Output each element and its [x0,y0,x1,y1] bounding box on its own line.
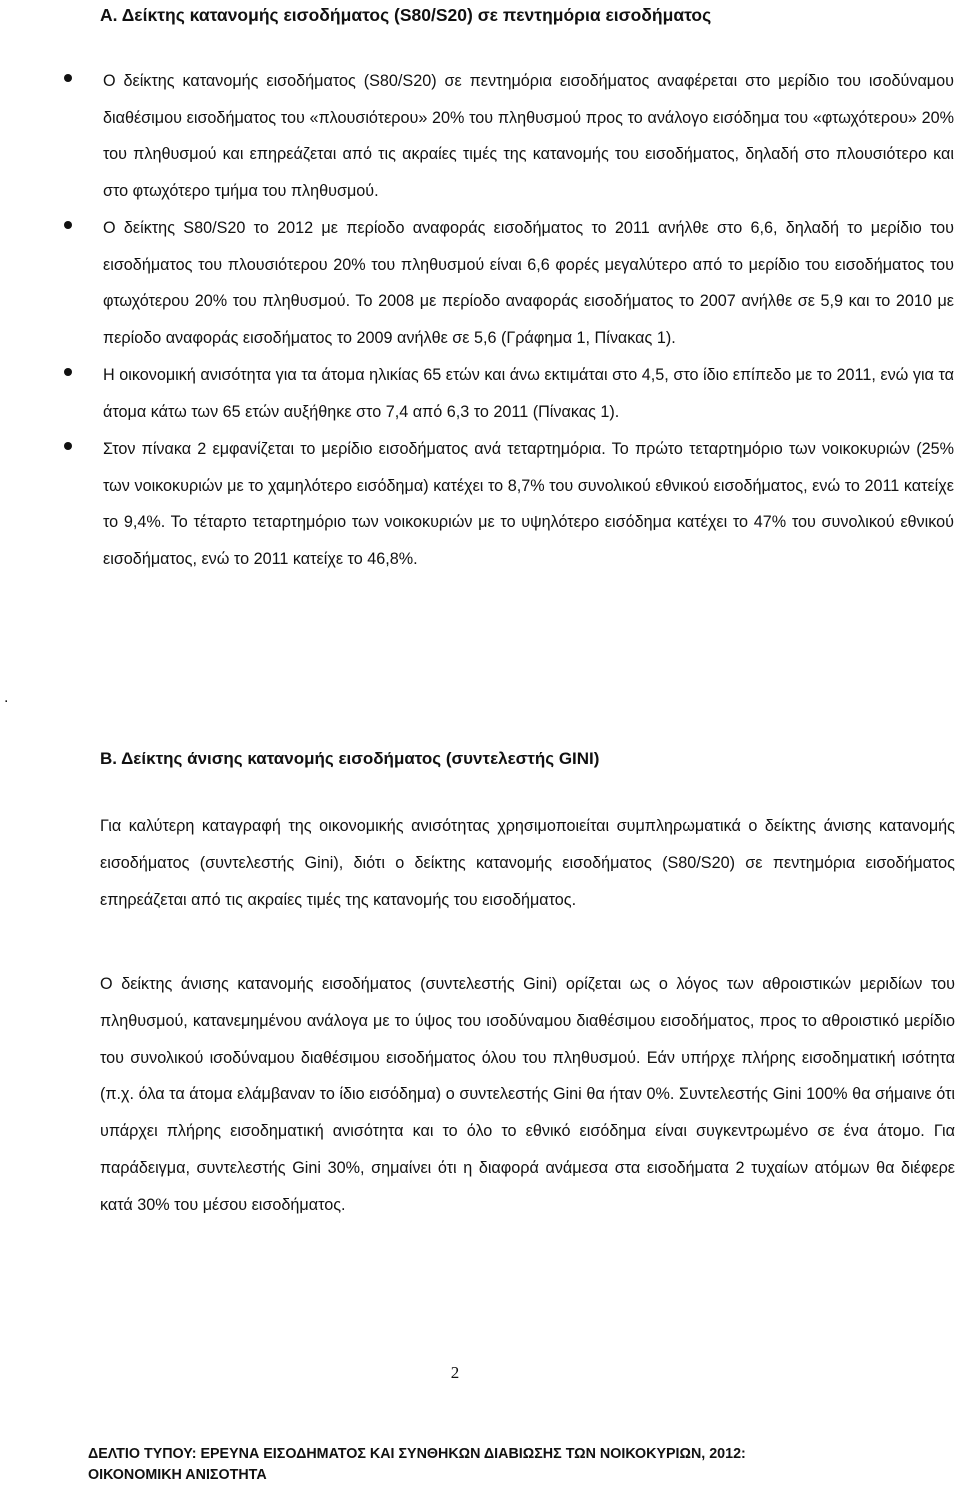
bullet-text: Ο δείκτης κατανομής εισοδήματος (S80/S20) σε πεντημόρια εισοδήματος αναφέρεται στο μερίδιο του ισοδύναμου διαθέσιμου εισοδήματος του «πλουσιότερου» 20% του πληθυσμού προς το ανάλογο εισόδημα του «φτωχότερου» 20% του πληθυσμού και επηρεάζεται από τις ακραίες τιμές της κατανομής του εισοδήματος, δηλαδή στο πλουσιότερο και στο φτωχότερο τμήμα του πληθυσμού. [103,72,954,200]
bullet-icon [64,442,72,450]
list-item [0,431,960,577]
footer-line-2: ΟΙΚΟΝΟΜΙΚΗ ΑΝΙΣΟΤΗΤΑ [88,1467,267,1483]
paragraph-gini-definition: Ο δείκτης άνισης κατανομής εισοδήματος (συντελεστής Gini) ορίζεται ως ο λόγος των αθροιστικών μεριδίων του πληθυσμού, κατανεμημένου ανάλογα με το ύψος του ισοδύναμου διαθέσιμου εισοδήματος, προς το αθροιστικό μερίδιο του συνολικού ισοδύναμου διαθέσιμου εισοδήματος όλου του πληθυσμού. Εάν υπήρχε πλήρης εισοδηματική ισότητα (π.χ. όλα τα άτομα ελάμβαναν το ίδιο εισόδημα) ο συντελεστής Gini θα ήταν 0%. Συντελεστής Gini 100% θα σήμαινε ότι υπάρχει πλήρης εισοδηματική ανισότητα και το όλο το εθνικό εισόδημα είναι συγκεντρωμένο σε ένα άτομο. Για παράδειγμα, συντελεστής Gini 30%, σημαίνει ότι η διαφορά ανάμεσα στα εισοδήματα 2 τυχαίων ατόμων θα διέφερε κατά 30% του μέσου εισοδήματος. [100,975,955,1214]
bullet-text: Στον πίνακα 2 εμφανίζεται το μερίδιο εισοδήματος ανά τεταρτημόρια. Το πρώτο τεταρτημόριο των νοικοκυριών (25% των νοικοκυριών με το χαμηλότερο εισόδημα) κατέχει το 8,7% του συνολικού εθνικού εισοδήματος, ενώ το 2011 κατείχε το 9,4%. Το τέταρτο τεταρτημόριο των νοικοκυριών με το υψηλότερο εισόδημα κατέχει το 47% του συνολικού εθνικού εισοδήματος, ενώ το 2011 κατείχε το 46,8%. [103,440,954,568]
section-a-title: Α. Δείκτης κατανομής εισοδήματος (S80/S20) σε πεντημόρια εισοδήματος [100,5,712,25]
footer-line-1: ΔΕΛΤΙΟ ΤΥΠΟΥ: ΕΡΕΥΝΑ ΕΙΣΟΔΗΜΑΤΟΣ ΚΑΙ ΣΥΝΘΗΚΩΝ ΔΙΑΒΙΩΣΗΣ ΤΩΝ ΝΟΙΚΟΚΥΡΙΩΝ, 2012: [88,1446,746,1462]
stray-mark: . [4,689,9,706]
bullet-list [0,63,960,578]
bullet-icon [64,221,72,229]
list-item [0,210,960,356]
section-b-title: Β. Δείκτης άνισης κατανομής εισοδήματος (συντελεστής GINI) [100,749,600,768]
bullet-icon [64,74,72,82]
bullet-text: Η οικονομική ανισότητα για τα άτομα ηλικίας 65 ετών και άνω εκτιμάται στο 4,5, στο ίδιο επίπεδο με το 2011, ενώ για τα άτομα κάτω των 65 ετών αυξήθηκε στο 7,4 από 6,3 το 2011 (Πίνακας 1). [103,366,954,421]
list-item [0,63,960,209]
page-number: 2 [450,1363,460,1382]
footer [88,1444,948,1486]
list-item [0,357,960,430]
paragraph-gini-intro: Για καλύτερη καταγραφή της οικονομικής ανισότητας χρησιμοποιείται συμπληρωματικά ο δείκτης άνισης κατανομής εισοδήματος (συντελεστής Gini), διότι ο δείκτης κατανομής εισοδήματος (S80/S20) σε πεντημόρια εισοδήματος επηρεάζεται από τις ακραίες τιμές της κατανομής του εισοδήματος. [100,817,955,909]
bullet-icon [64,368,72,376]
bullet-text: Ο δείκτης S80/S20 το 2012 με περίοδο αναφοράς εισοδήματος το 2011 ανήλθε στο 6,6, δηλαδή το μερίδιο του εισοδήματος του πλουσιότερου 20% του πληθυσμού είναι 6,6 φορές μεγαλύτερο από το μερίδιο του εισοδήματος του φτωχότερου 20% του πληθυσμού. Το 2008 με περίοδο αναφοράς εισοδήματος το 2007 ανήλθε σε 5,9 και το 2010 με περίοδο αναφοράς εισοδήματος το 2009 ανήλθε σε 5,6 (Γράφημα 1, Πίνακας 1). [103,219,954,347]
